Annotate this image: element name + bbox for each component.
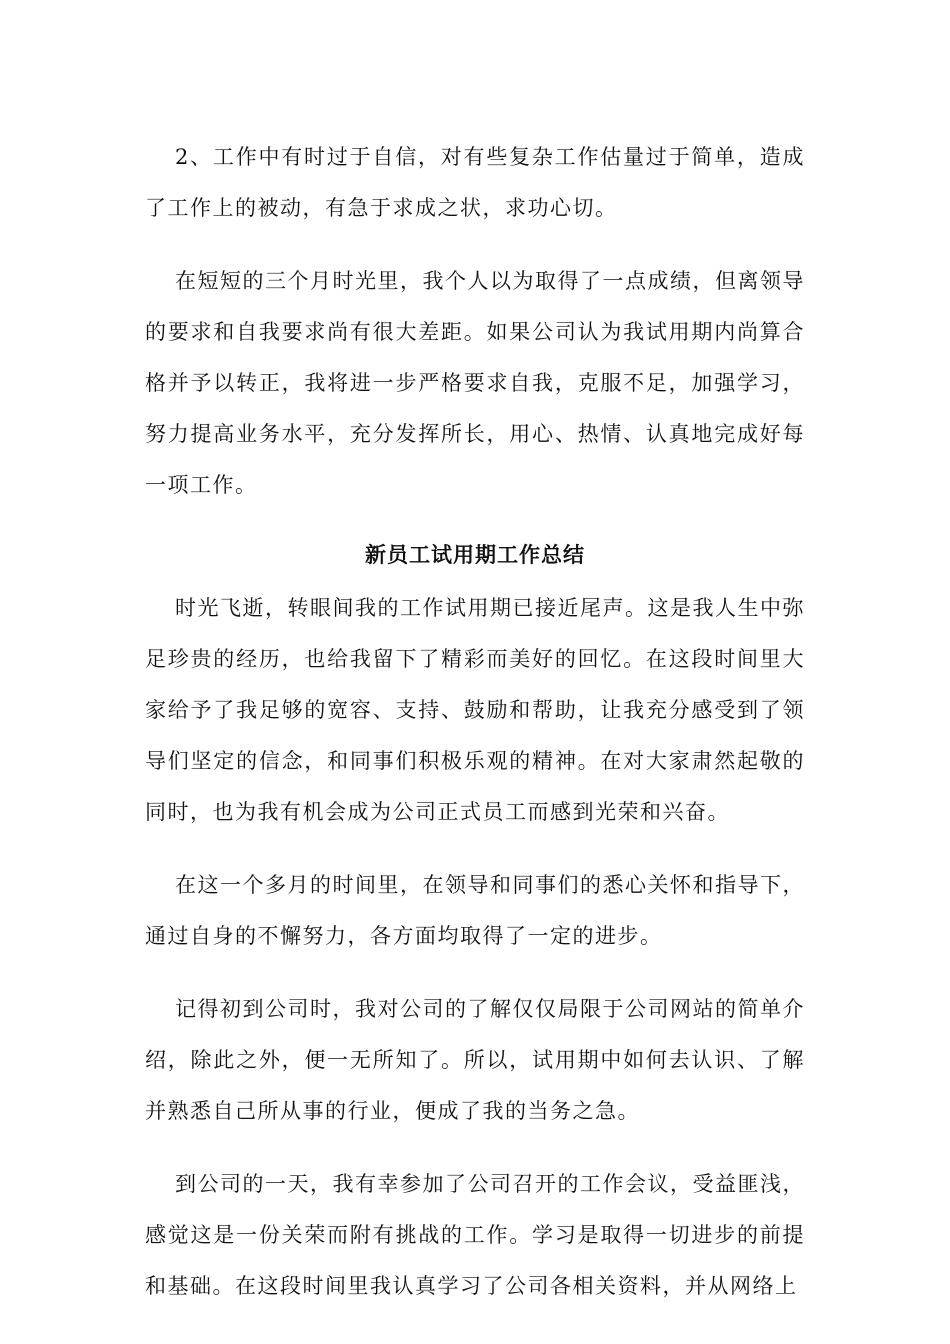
- paragraph-first-arrival: 记得初到公司时，我对公司的了解仅仅局限于公司网站的简单介绍，除此之外，便一无所知了。所以，试用期中如何去认识、了解并熟悉自己所从事的行业，便成了我的当务之急。: [145, 997, 805, 1123]
- paragraph-self-confidence: 2、工作中有时过于自信，对有些复杂工作估量过于简单，造成了工作上的被动，有急于求成之状，求功心切。: [145, 145, 805, 220]
- paragraph-time-flies: 时光飞逝，转眼间我的工作试用期已接近尾声。这是我人生中弥足珍贵的经历，也给我留下了精彩而美好的回忆。在这段时间里大家给予了我足够的宽容、支持、鼓励和帮助，让我充分感受到了领导们坚定的信念，和同事们积极乐观的精神。在对大家肃然起敬的同时，也为我有机会成为公司正式员工而感到光荣和兴奋。: [145, 596, 805, 824]
- paragraph-one-month-progress: 在这一个多月的时间里，在领导和同事们的悉心关怀和指导下，通过自身的不懈努力，各方面均取得了一定的进步。: [145, 873, 805, 948]
- paragraph-three-months: 在短短的三个月时光里，我个人以为取得了一点成绩，但离领导的要求和自我要求尚有很大差距。如果公司认为我试用期内尚算合格并予以转正，我将进一步严格要求自我，克服不足，加强学习，努力提高业务水平，充分发挥所长，用心、热情、认真地完成好每一项工作。: [145, 269, 805, 497]
- document-body: [145, 132, 805, 1334]
- section-title: 新员工试用期工作总结: [365, 542, 585, 567]
- paragraph-first-day-meeting: 到公司的一天，我有幸参加了公司召开的工作会议，受益匪浅，感觉这是一份关荣而附有挑战的工作。学习是取得一切进步的前提和基础。在这段时间里我认真学习了公司各相关资料，并从网络上: [145, 1172, 805, 1298]
